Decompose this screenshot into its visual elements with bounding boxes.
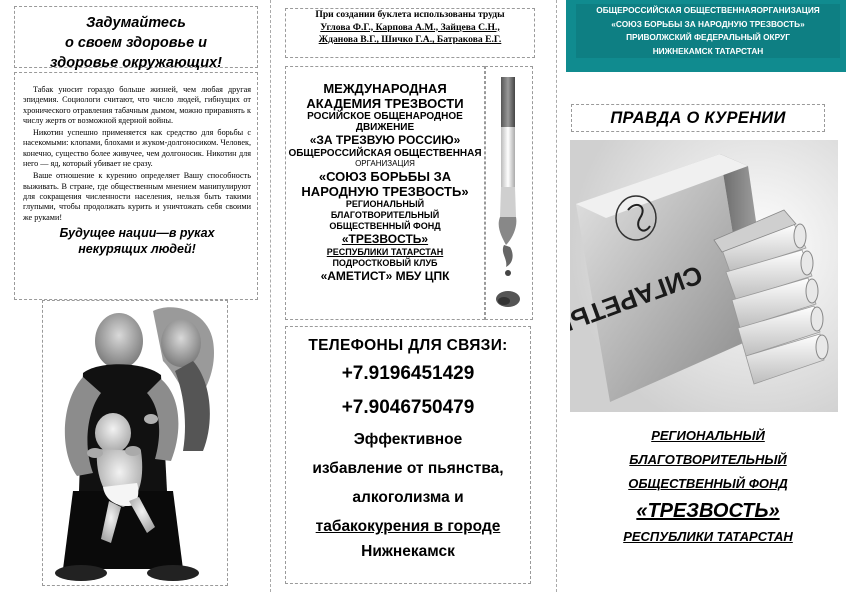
org-line-9: НАРОДНУЮ ТРЕЗВОСТЬ» [301,184,469,199]
fund-name-block [574,424,842,548]
credits-line-2: Углова Ф.Г., Карпова А.М., Зайцева С.Н., [320,21,500,33]
tagline-line-3: алкоголизма и [352,489,464,506]
fund-line-4: «ТРЕЗВОСТЬ» [636,500,780,522]
fold-line-left [270,0,271,592]
banner-line-4: НИЖНЕКАМСК ТАТАРСТАН [652,45,764,56]
phone-number-1[interactable]: +7.9196451429 [341,363,475,384]
slogan-line-1: Будущее нации—в руках [59,225,215,240]
brochure-title: ПРАВДА О КУРЕНИИ [610,109,786,127]
banner-line-1: ОБЩЕРОССИЙСКАЯ ОБЩЕСТВЕННАЯОРГАНИЗАЦИЯ [596,5,820,15]
fold-line-right [556,0,557,592]
cigarette-pack-illustration [570,140,838,412]
tagline-line-2: избавление от пьянства, [312,460,504,477]
banner-line-2: «СОЮЗ БОРЬБЫ ЗА НАРОДНУЮ ТРЕЗВОСТЬ» [611,18,805,29]
banner-line-3: ПРИВОЛЖСКИЙ ФЕДЕРАЛЬНЫЙ ОКРУГ [626,32,790,42]
credits-line-1: При создании буклета использованы труды [315,9,505,20]
burning-cigarette-icon [486,67,532,319]
phone-number-2[interactable]: +7.9046750479 [341,397,475,418]
nation-slogan [23,225,251,257]
org-line-10: РЕГИОНАЛЬНЫЙ [345,199,425,209]
fact-paragraph-1: Табак уносит гораздо больше жизней, чем любая другая эпидемия. Социологи считают, что число людей, гибнущих от хронического отравления табачным дымом, можно приравнять к числу жертв от возможной ядерной войны. [23,85,251,125]
fact-paragraph-2: Никотин успешно применяется как средство для борьбы с насекомыми: клопами, блохами и жуком-долгоносиком. Человек, конечно, существо более живучее, чем долгоносик. Никотин для него — яд, который убивает не сразу. [23,128,251,169]
fund-line-2: БЛАГОТВОРИТЕЛЬНЫЙ [629,452,787,467]
org-line-7: ОРГАНИЗАЦИЯ [355,159,415,168]
org-line-8: «СОЮЗ БОРЬБЫ ЗА [318,169,452,184]
org-line-16: «АМЕТИСТ» МБУ ЦПК [320,269,450,283]
org-line-5: «ЗА ТРЕЗВУЮ РОССИЮ» [309,133,461,147]
org-line-2: АКАДЕМИЯ ТРЕЗВОСТИ [306,96,464,111]
fund-line-1: РЕГИОНАЛЬНЫЙ [651,428,765,443]
slogan-line-2: некурящих людей! [78,241,196,256]
headline-line-2: о своем здоровье и [64,35,208,51]
organization-banner [566,0,846,72]
fund-line-5: РЕСПУБЛИКИ ТАТАРСТАН [623,529,793,544]
smoking-facts-box [14,72,258,300]
phones-heading: ТЕЛЕФОНЫ ДЛЯ СВЯЗИ: [308,337,508,354]
tagline-line-4: табакокурения в городе [315,518,501,535]
org-line-6: ОБЩЕРОССИЙСКАЯ ОБЩЕСТВЕННАЯ [288,148,482,159]
headline-line-3: здоровье окружающих! [50,55,222,71]
org-line-14: РЕСПУБЛИКИ ТАТАРСТАН [326,247,444,257]
pack-label: СИГАРЕТЫ [570,259,707,338]
family-photo-illustration [43,301,227,585]
contacts-box [285,326,531,584]
org-line-12: ОБЩЕСТВЕННЫЙ ФОНД [329,221,441,231]
credits-line-3: Жданова В.Г., Шичко Г.А., Батракова Е.Г. [318,34,502,45]
org-line-4: ДВИЖЕНИЕ [355,122,415,133]
cigarette-image [485,66,533,320]
tagline-line-5: Нижнекамск [361,543,455,560]
health-headline [14,6,258,71]
cigarette-pack-image [570,140,838,412]
headline-line-1: Задумайтесь [86,15,186,31]
family-photo [42,300,228,586]
fund-line-3: ОБЩЕСТВЕННЫЙ ФОНД [628,476,788,491]
org-line-11: БЛАГОТВОРИТЕЛЬНЫЙ [330,210,440,220]
org-line-3: РОСИЙСКОЕ ОБЩЕНАРОДНОЕ [307,111,463,122]
fact-paragraph-3: Ваше отношение к курению определяет Вашу способность выживать. В стране, где общественным мнением манипулируют для сокращения численности населения, нельзя быть такими глупыми, чтобы продолжать курить и уничтожать себя своими же руками! [23,171,251,222]
org-line-13: «ТРЕЗВОСТЬ» [341,232,429,246]
credits-box [285,8,535,58]
organizations-list [285,66,485,320]
org-line-15: ПОДРОСТКОВЫЙ КЛУБ [332,258,438,268]
organization-banner-text [576,4,840,58]
brochure-title-box [571,104,825,132]
tagline-line-1: Эффективное [353,431,463,448]
org-line-1: МЕЖДУНАРОДНАЯ [323,81,447,96]
